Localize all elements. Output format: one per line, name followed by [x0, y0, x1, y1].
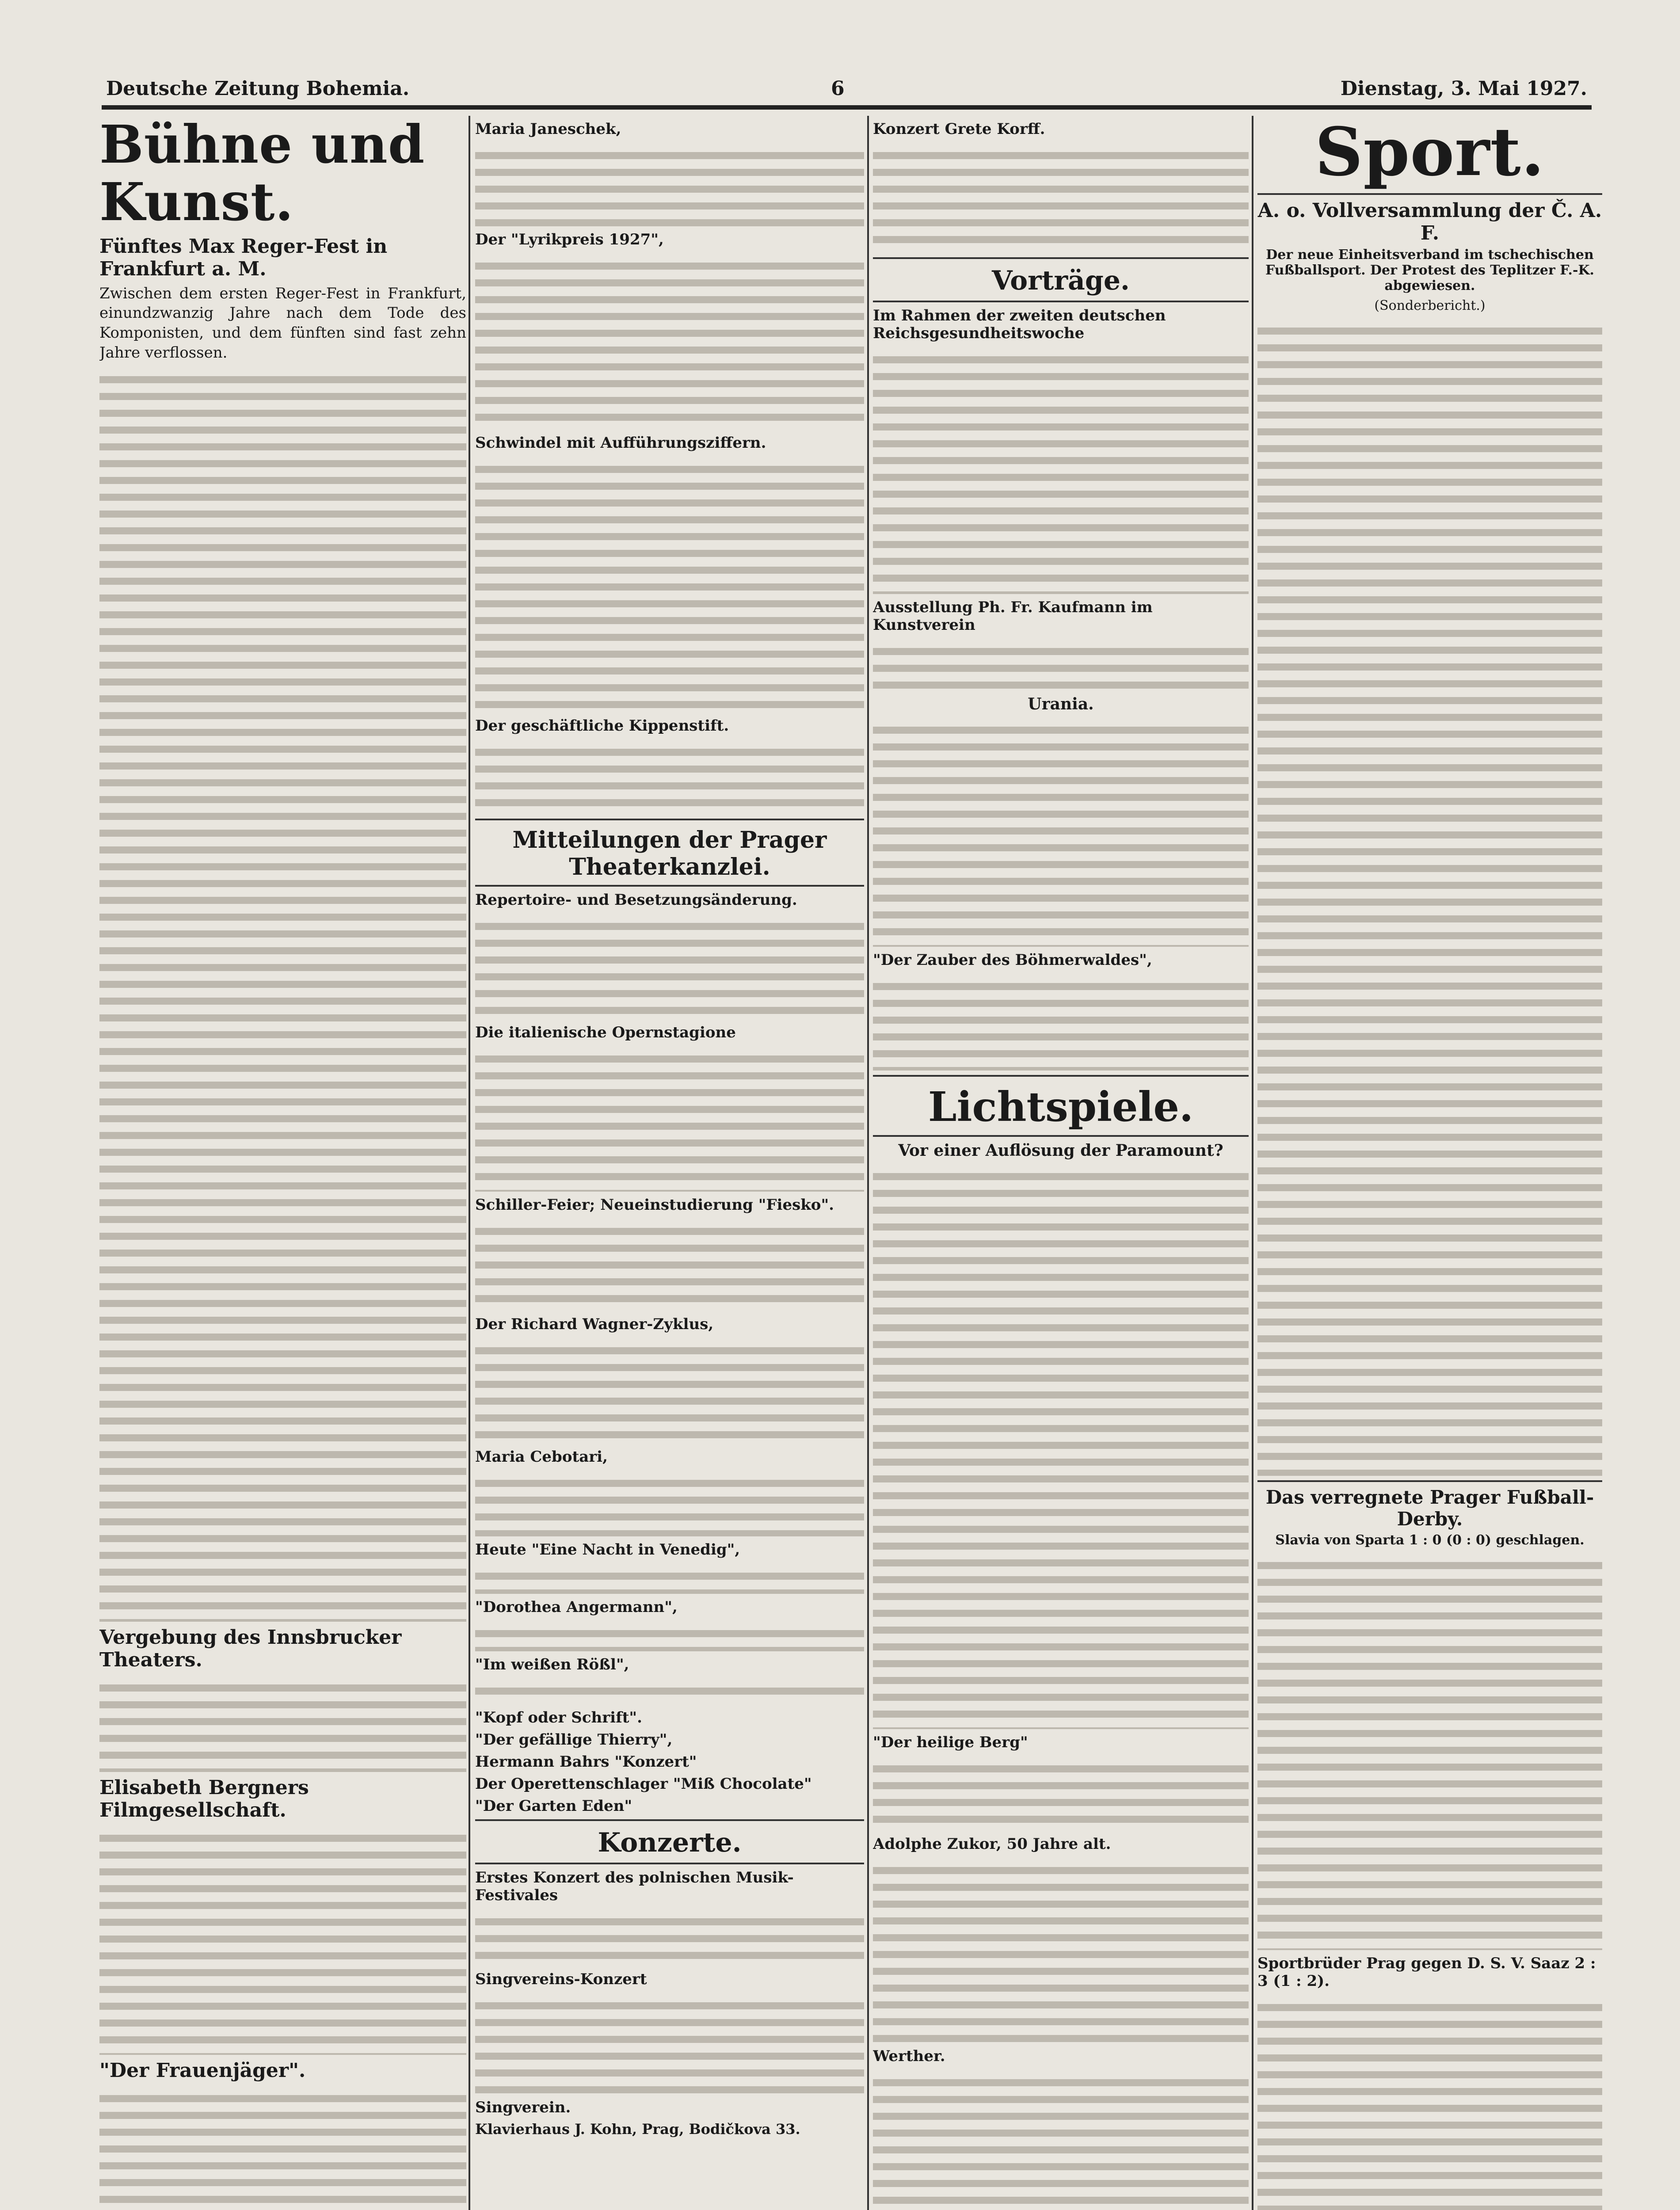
divider	[873, 257, 1249, 259]
notice-title: "Der Garten Eden"	[475, 1797, 632, 1815]
divider	[475, 885, 864, 887]
notice-title: "Der heilige Berg"	[873, 1734, 1028, 1751]
divider	[873, 1075, 1249, 1077]
article-body-unreadable	[1257, 1994, 1602, 2210]
match-score: Slavia von Sparta 1 : 0 (0 : 0) geschlagen.	[1275, 1532, 1585, 1548]
section-heading-buehne-und-kunst: Bühne und Kunst.	[99, 116, 425, 232]
article-title: Fünftes Max Reger-Fest in Frankfurt a. M.	[99, 235, 388, 280]
article-body-unreadable	[873, 973, 1249, 1071]
article-body-unreadable	[873, 1857, 1249, 2043]
divider	[1257, 1480, 1602, 1482]
notice-title: Im Rahmen der zweiten deutschen Reichsgesundheitswoche	[873, 307, 1166, 342]
divider	[475, 1863, 864, 1864]
notice-title: Werther.	[873, 2047, 945, 2065]
notice-title: "Der gefällige Thierry",	[475, 1731, 673, 1749]
article-body-unreadable	[475, 1620, 864, 1651]
article-body-unreadable	[99, 366, 466, 1622]
article-body-unreadable	[475, 456, 864, 713]
section-heading-theaterkanzlei: Mitteilungen der Prager Theaterkanzlei.	[512, 827, 827, 880]
article-body-unreadable	[475, 1218, 864, 1311]
article-body-unreadable	[475, 142, 864, 226]
article-note: (Sonderbericht.)	[1374, 298, 1486, 313]
notice-title: Maria Cebotari,	[475, 1448, 608, 1466]
column-4	[1257, 116, 1602, 2210]
article-body-unreadable	[99, 2085, 466, 2210]
article-body-unreadable	[873, 638, 1249, 691]
notice-title: Der Richard Wagner-Zyklus,	[475, 1315, 714, 1333]
concert-title: Singvereins-Konzert	[475, 1970, 647, 1988]
article-title: Der geschäftliche Kippenstift.	[475, 717, 729, 735]
divider	[873, 1135, 1249, 1137]
section-heading-sport: Sport.	[1315, 116, 1545, 191]
article-body-unreadable	[475, 1909, 864, 1966]
article-title: Das verregnete Prager Fußball-Derby.	[1265, 1486, 1594, 1530]
section-heading-konzerte: Konzerte.	[598, 1827, 742, 1858]
notice-title: "Dorothea Angermann",	[475, 1598, 678, 1616]
article-title: Der "Lyrikpreis 1927",	[475, 231, 664, 248]
column-divider	[1252, 116, 1253, 2210]
notice-title: Adolphe Zukor, 50 Jahre alt.	[873, 1835, 1111, 1853]
notice-title: Hermann Bahrs "Konzert"	[475, 1753, 697, 1771]
notice-title: "Im weißen Rößl",	[475, 1656, 629, 1673]
article-body-unreadable	[475, 1337, 864, 1444]
notice-title: Heute "Eine Nacht in Venedig",	[475, 1541, 740, 1558]
section-heading-lichtspiele: Lichtspiele.	[928, 1083, 1194, 1131]
notice-heading-urania: Urania.	[1028, 695, 1094, 713]
page-number: 6	[831, 77, 845, 100]
notice-title: Ausstellung Ph. Fr. Kaufmann im Kunstverein	[873, 598, 1153, 634]
article-title: A. o. Vollversammlung der Č. A. F.	[1257, 199, 1602, 244]
article-body-unreadable	[873, 1756, 1249, 1831]
article-title: Sportbrüder Prag gegen D. S. V. Saaz 2 : 3 (1 : 2).	[1257, 1955, 1596, 1990]
divider	[475, 1819, 864, 1821]
notice-title: Schiller-Feier; Neueinstudierung "Fiesko".	[475, 1196, 834, 1214]
notice-title: "Kopf oder Schrift".	[475, 1709, 642, 1726]
article-body-unreadable	[873, 717, 1249, 947]
article-body-unreadable	[475, 1678, 864, 1704]
column-3	[873, 116, 1249, 2210]
masthead-paper-name: Deutsche Zeitung Bohemia.	[106, 77, 410, 100]
notice-title: Repertoire- und Besetzungsänderung.	[475, 891, 797, 909]
article-body-unreadable	[475, 913, 864, 1019]
article-body-unreadable	[475, 739, 864, 814]
article-title: Maria Janeschek,	[475, 120, 621, 138]
article-title: Vergebung des Innsbrucker Theaters.	[99, 1626, 402, 1672]
article-body-unreadable	[475, 1993, 864, 2094]
section-subheading: Vor einer Auflösung der Paramount?	[898, 1141, 1223, 1160]
notice-title: "Der Zauber des Böhmerwaldes",	[873, 951, 1152, 969]
article-title: Konzert Grete Korff.	[873, 120, 1045, 138]
article-body-unreadable	[475, 1563, 864, 1594]
article-body-unreadable	[99, 1675, 466, 1772]
divider	[873, 301, 1249, 302]
article-title: Schwindel mit Aufführungsziffern.	[475, 434, 766, 452]
article-body-unreadable	[873, 142, 1249, 253]
divider	[475, 819, 864, 820]
header-rule	[102, 105, 1592, 110]
article-body-unreadable	[475, 1046, 864, 1192]
article-body-unreadable	[873, 1163, 1249, 1729]
divider	[1257, 193, 1602, 195]
notice-title: Die italienische Opernstagione	[475, 1024, 736, 1041]
notice-title: Der Operettenschlager "Miß Chocolate"	[475, 1775, 812, 1793]
column-2	[475, 116, 864, 2210]
article-subtitle: Der neue Einheitsverband im tschechischen Fußballsport. Der Protest des Teplitzer F.-K. abgewiesen.	[1265, 247, 1594, 293]
article-title: Elisabeth Bergners Filmgesellschaft.	[99, 1776, 309, 1822]
article-body-unreadable	[99, 1825, 466, 2055]
concert-title: Erstes Konzert des polnischen Musik-Festivales	[475, 1869, 794, 1904]
column-1	[99, 116, 466, 2210]
article-body-unreadable	[873, 347, 1249, 594]
masthead-date: Dienstag, 3. Mai 1927.	[1340, 77, 1587, 100]
article-title: "Der Frauenjäger".	[99, 2059, 306, 2082]
section-heading-vortraege: Vorträge.	[992, 265, 1130, 296]
advertiser-line: Klavierhaus J. Kohn, Prag, Bodičkova 33.	[475, 2121, 800, 2138]
article-body-unreadable	[475, 1470, 864, 1536]
article-body-unreadable	[873, 2069, 1249, 2210]
article-body-unreadable	[1257, 1552, 1602, 1950]
article-lead: Zwischen dem ersten Reger-Fest in Frankfurt, einundzwanzig Jahre nach dem Tode des Komponisten, und dem fünften sind fast zehn Jahre verflossen.	[99, 284, 466, 362]
article-body-unreadable	[475, 253, 864, 430]
column-divider	[469, 116, 470, 2210]
concert-title: Singverein.	[475, 2099, 571, 2116]
article-body-unreadable	[1257, 318, 1602, 1476]
column-divider	[867, 116, 869, 2210]
